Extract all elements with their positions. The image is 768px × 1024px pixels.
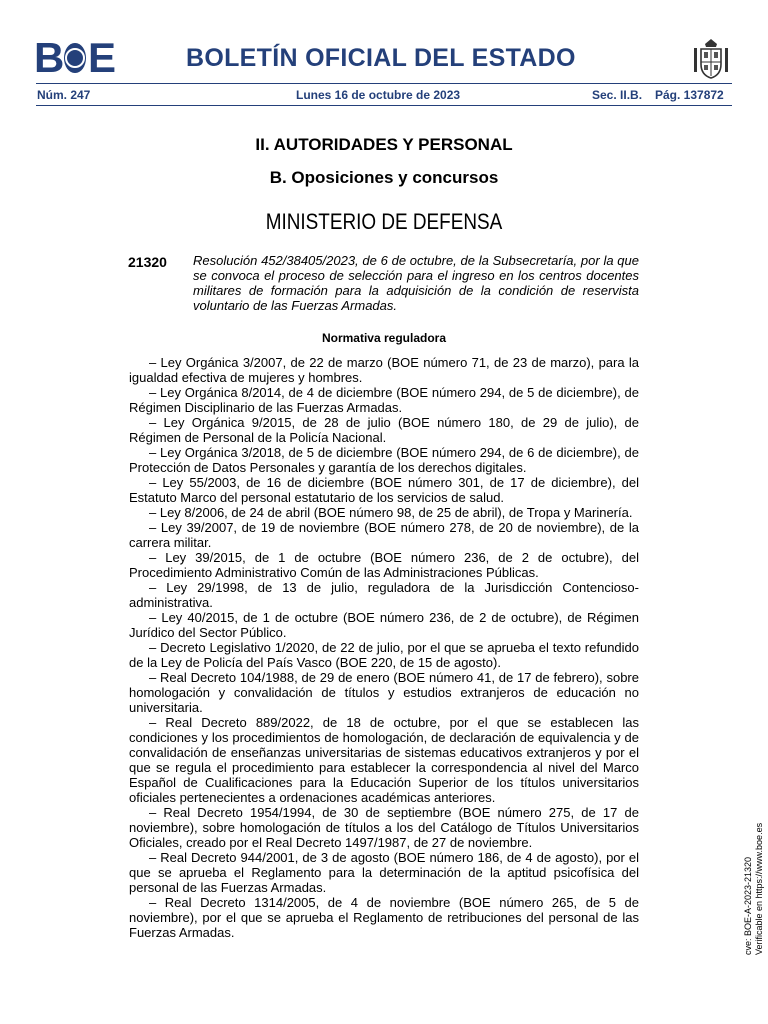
gazette-title: BOLETÍN OFICIAL DEL ESTADO (186, 44, 576, 72)
regulation-item: – Ley Orgánica 9/2015, de 28 de julio (BOE número 180, de 29 de julio), de Régimen de Personal de la Policía Nacional. (129, 415, 639, 445)
cve-code: cve: BOE-A-2023-21320 (743, 856, 753, 955)
issue-number: Núm. 247 (37, 88, 91, 102)
boe-seal-icon (64, 43, 86, 73)
regulation-item: – Real Decreto 889/2022, de 18 de octubre, por el que se establecen las condiciones y los procedimientos de homologación, de declaración de equivalencia y de convalidación de enseñanzas universitarias de sistemas educativos extranjeros y por el que se regula el procedimiento para establecer la correspondencia al nivel del Marco Español de Cualificaciones para la Educación Superior de los títulos universitarios oficiales pertenecientes a ordenaciones académicas anteriores. (129, 715, 639, 805)
regulation-list (129, 355, 639, 940)
boe-logo (34, 34, 114, 81)
ministry-title: MINISTERIO DE DEFENSA (265, 209, 503, 234)
regulation-item: – Decreto Legislativo 1/2020, de 22 de julio, por el que se aprueba el texto refundido de la Ley de Policía del País Vasco (BOE 220, de 15 de agosto). (129, 640, 639, 670)
regulation-item: – Ley 39/2015, de 1 de octubre (BOE número 236, de 2 de octubre), del Procedimiento Administrativo Común de las Administraciones Públicas. (129, 550, 639, 580)
regulation-item: – Ley 8/2006, de 24 de abril (BOE número 98, de 25 de abril), de Tropa y Marinería. (149, 505, 633, 520)
cve-verification (743, 815, 765, 955)
reference-number: 21320 (128, 254, 167, 270)
header-rule-bottom (36, 105, 732, 106)
boe-logo-letter-b: B (34, 34, 63, 81)
subsection-title: B. Oposiciones y concursos (269, 168, 499, 187)
coat-of-arms-icon (692, 38, 730, 80)
header-rule-top (36, 83, 732, 84)
regulation-item: – Real Decreto 104/1988, de 29 de enero (BOE número 41, de 17 de febrero), sobre homologación y convalidación de títulos y estudios extranjeros de educación no universitaria. (129, 670, 639, 715)
boe-logo-letter-e: E (87, 34, 114, 81)
regulation-item: – Real Decreto 1314/2005, de 4 de noviembre (BOE número 265, de 5 de noviembre), por el que se aprueba el Reglamento de retribuciones del personal de las Fuerzas Armadas. (129, 895, 639, 940)
regulation-item: – Ley Orgánica 3/2018, de 5 de diciembre (BOE número 294, de 6 de diciembre), de Protección de Datos Personales y garantía de los derechos digitales. (129, 445, 639, 475)
normativa-heading: Normativa reguladora (321, 331, 447, 345)
regulation-item: – Ley 29/1998, de 13 de julio, reguladora de la Jurisdicción Contencioso-administrativa. (129, 580, 639, 610)
regulation-item: – Ley Orgánica 8/2014, de 4 de diciembre (BOE número 294, de 5 de diciembre), de Régimen Disciplinario de las Fuerzas Armadas. (129, 385, 639, 415)
regulation-item: – Ley 39/2007, de 19 de noviembre (BOE número 278, de 20 de noviembre), de la carrera militar. (129, 520, 639, 550)
regulation-item: – Ley Orgánica 3/2007, de 22 de marzo (BOE número 71, de 23 de marzo), para la igualdad efectiva de mujeres y hombres. (129, 355, 639, 385)
section-code: Sec. II.B. (592, 88, 643, 102)
regulation-item: – Ley 55/2003, de 16 de diciembre (BOE número 301, de 17 de diciembre), del Estatuto Marco del personal estatutario de los servicios de salud. (129, 475, 639, 505)
regulation-item: – Ley 40/2015, de 1 de octubre (BOE número 236, de 2 de octubre), de Régimen Jurídico del Sector Público. (129, 610, 639, 640)
resolution-summary: Resolución 452/38405/2023, de 6 de octubre, de la Subsecretaría, por la que se convoca el proceso de selección para el ingreso en los centros docentes militares de formación para la adquisición de la condición de reservista voluntario de las Fuerzas Armadas. (193, 253, 639, 313)
issue-date: Lunes 16 de octubre de 2023 (296, 88, 461, 102)
section-title: II. AUTORIDADES Y PERSONAL (255, 135, 513, 154)
regulation-item: – Real Decreto 1954/1994, de 30 de septiembre (BOE número 275, de 17 de noviembre), sobre homologación de títulos a los del Catálogo de Títulos Universitarios Oficiales, creado por el Real Decreto 1497/1987, de 27 de noviembre. (129, 805, 639, 850)
page-number: Pág. 137872 (655, 88, 724, 102)
verification-url[interactable]: Verificable en https://www.boe.es (754, 822, 764, 955)
regulation-item: – Real Decreto 944/2001, de 3 de agosto (BOE número 186, de 4 de agosto), por el que se aprueba el Reglamento para la determinación de la aptitud psicofísica del personal de las Fuerzas Armadas. (129, 850, 639, 895)
